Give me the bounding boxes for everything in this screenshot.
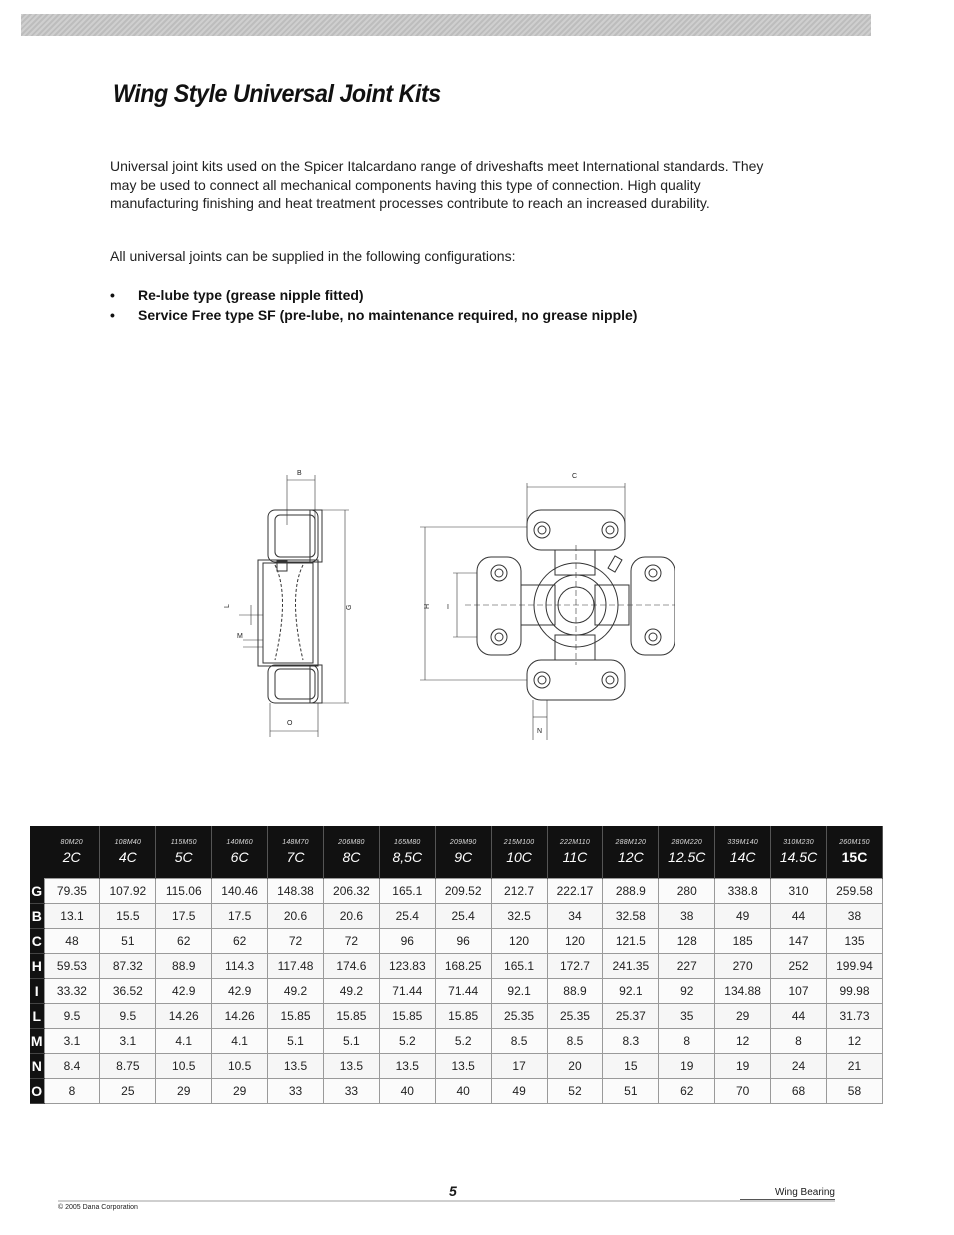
- table-cell: 12: [715, 1029, 771, 1054]
- table-cell: 20.6: [323, 904, 379, 929]
- table-cell: 270: [715, 954, 771, 979]
- table-cell: 310: [771, 879, 827, 904]
- table-cell: 185: [715, 929, 771, 954]
- label-g: G: [346, 604, 353, 610]
- table-row: [30, 1054, 883, 1079]
- table-cell: 5.2: [379, 1029, 435, 1054]
- table-cell: 8.75: [100, 1054, 156, 1079]
- table-cell: 120: [491, 929, 547, 954]
- table-cell: 206.32: [323, 879, 379, 904]
- table-cell: 120: [547, 929, 603, 954]
- table-cell: 29: [715, 1004, 771, 1029]
- table-cell: 20.6: [268, 904, 324, 929]
- table-cell: 62: [156, 929, 212, 954]
- table-cell: 38: [826, 904, 882, 929]
- intro-paragraph: Universal joint kits used on the Spicer Italcardano range of driveshafts meet International standards. They may be used to connect all mechanical components having this type of connection. High quality manufacturing finishing and heat treatment processes contribute to reach an increased durability.: [110, 158, 764, 211]
- table-cell: 123.83: [379, 954, 435, 979]
- table-cell: 25: [100, 1079, 156, 1104]
- table-cell: 13.5: [379, 1054, 435, 1079]
- table-cell: 38: [659, 904, 715, 929]
- table-cell: 15: [603, 1054, 659, 1079]
- column-header: 108M40 4C: [100, 826, 156, 879]
- table-cell: 71.44: [435, 979, 491, 1004]
- table-cell: 8.5: [491, 1029, 547, 1054]
- table-cell: 209.52: [435, 879, 491, 904]
- table-cell: 15.85: [379, 1004, 435, 1029]
- table-cell: 10.5: [156, 1054, 212, 1079]
- table-cell: 107: [771, 979, 827, 1004]
- table-cell: 8: [771, 1029, 827, 1054]
- table-cell: 117.48: [268, 954, 324, 979]
- column-header: 165M80 8,5C: [379, 826, 435, 879]
- row-dimension-label: M: [30, 1029, 44, 1054]
- table-cell: 49.2: [268, 979, 324, 1004]
- table-cell: 3.1: [44, 1029, 100, 1054]
- table-cell: 280: [659, 879, 715, 904]
- table-cell: 29: [156, 1079, 212, 1104]
- table-cell: 24: [771, 1054, 827, 1079]
- dimensions-table: [30, 826, 883, 1104]
- row-dimension-label: G: [30, 879, 44, 904]
- table-cell: 92.1: [603, 979, 659, 1004]
- row-dimension-label: O: [30, 1079, 44, 1104]
- table-cell: 172.7: [547, 954, 603, 979]
- table-cell: 227: [659, 954, 715, 979]
- label-h: H: [424, 603, 431, 609]
- front-view-drawing: [420, 483, 675, 740]
- table-cell: 32.5: [491, 904, 547, 929]
- table-cell: 72: [323, 929, 379, 954]
- table-cell: 14.26: [212, 1004, 268, 1029]
- row-dimension-label: C: [30, 929, 44, 954]
- table-cell: 114.3: [212, 954, 268, 979]
- table-cell: 15.5: [100, 904, 156, 929]
- table-row: [30, 1004, 883, 1029]
- row-dimension-label: I: [30, 979, 44, 1004]
- table-cell: 31.73: [826, 1004, 882, 1029]
- table-header-row: [30, 826, 883, 879]
- table-cell: 14.26: [156, 1004, 212, 1029]
- table-cell: 148.38: [268, 879, 324, 904]
- table-cell: 241.35: [603, 954, 659, 979]
- configuration-item-relube: • Re-lube type (grease nipple fitted): [110, 285, 637, 305]
- column-header: 206M80 8C: [323, 826, 379, 879]
- table-cell: 252: [771, 954, 827, 979]
- table-cell: 25.37: [603, 1004, 659, 1029]
- table-cell: 40: [379, 1079, 435, 1104]
- table-cell: 44: [771, 904, 827, 929]
- copyright: © 2005 Dana Corporation: [58, 1204, 138, 1211]
- table-cell: 13.5: [323, 1054, 379, 1079]
- table-cell: 88.9: [547, 979, 603, 1004]
- table-cell: 222.17: [547, 879, 603, 904]
- table-cell: 40: [435, 1079, 491, 1104]
- column-header: 209M90 9C: [435, 826, 491, 879]
- column-header: 310M230 14.5C: [771, 826, 827, 879]
- column-header: 280M220 12.5C: [659, 826, 715, 879]
- configurations-intro: All universal joints can be supplied in the following configurations:: [110, 248, 516, 264]
- table-row: [30, 879, 883, 904]
- label-c: C: [572, 473, 578, 480]
- table-cell: 49: [715, 904, 771, 929]
- table-cell: 51: [603, 1079, 659, 1104]
- page-number: 5: [449, 1183, 457, 1199]
- label-i: I: [447, 604, 449, 611]
- table-cell: 48: [44, 929, 100, 954]
- row-dimension-label: B: [30, 904, 44, 929]
- table-cell: 121.5: [603, 929, 659, 954]
- column-header: 115M50 5C: [156, 826, 212, 879]
- table-cell: 42.9: [212, 979, 268, 1004]
- label-b: B: [297, 470, 302, 477]
- table-cell: 8.3: [603, 1029, 659, 1054]
- header-bar: [21, 14, 871, 36]
- table-cell: 58: [826, 1079, 882, 1104]
- table-cell: 8: [44, 1079, 100, 1104]
- table-cell: 212.7: [491, 879, 547, 904]
- table-cell: 33: [268, 1079, 324, 1104]
- table-cell: 15.85: [268, 1004, 324, 1029]
- table-cell: 88.9: [156, 954, 212, 979]
- table-row: [30, 929, 883, 954]
- table-cell: 13.1: [44, 904, 100, 929]
- table-cell: 59.53: [44, 954, 100, 979]
- table-row: [30, 1079, 883, 1104]
- table-cell: 35: [659, 1004, 715, 1029]
- table-cell: 165.1: [379, 879, 435, 904]
- label-m: M: [237, 633, 243, 640]
- table-cell: 49.2: [323, 979, 379, 1004]
- table-cell: 4.1: [212, 1029, 268, 1054]
- label-o: O: [287, 720, 293, 727]
- table-cell: 107.92: [100, 879, 156, 904]
- column-header: 260M150 15C: [826, 826, 882, 879]
- table-cell: 25.35: [547, 1004, 603, 1029]
- table-body: [30, 879, 883, 1104]
- table-row: [30, 1029, 883, 1054]
- table-cell: 52: [547, 1079, 603, 1104]
- table-cell: 42.9: [156, 979, 212, 1004]
- table-cell: 165.1: [491, 954, 547, 979]
- table-cell: 115.06: [156, 879, 212, 904]
- table-cell: 71.44: [379, 979, 435, 1004]
- table-cell: 9.5: [44, 1004, 100, 1029]
- table-cell: 8.5: [547, 1029, 603, 1054]
- table-cell: 10.5: [212, 1054, 268, 1079]
- column-header: 222M110 11C: [547, 826, 603, 879]
- table-cell: 168.25: [435, 954, 491, 979]
- label-n: N: [537, 728, 543, 735]
- configuration-list: [110, 285, 637, 325]
- table-cell: 25.4: [435, 904, 491, 929]
- row-dimension-label: H: [30, 954, 44, 979]
- label-l: L: [224, 604, 231, 608]
- table-cell: 13.5: [268, 1054, 324, 1079]
- table-row: [30, 954, 883, 979]
- table-cell: 25.35: [491, 1004, 547, 1029]
- table-cell: 72: [268, 929, 324, 954]
- table-cell: 128: [659, 929, 715, 954]
- table-cell: 12: [826, 1029, 882, 1054]
- column-header: 288M120 12C: [603, 826, 659, 879]
- table-cell: 9.5: [100, 1004, 156, 1029]
- table-cell: 32.58: [603, 904, 659, 929]
- table-cell: 96: [435, 929, 491, 954]
- table-cell: 4.1: [156, 1029, 212, 1054]
- table-cell: 92.1: [491, 979, 547, 1004]
- table-cell: 36.52: [100, 979, 156, 1004]
- table-cell: 17.5: [212, 904, 268, 929]
- table-cell: 5.1: [323, 1029, 379, 1054]
- table-cell: 8.4: [44, 1054, 100, 1079]
- table-cell: 338.8: [715, 879, 771, 904]
- table-row: [30, 979, 883, 1004]
- column-header: 215M100 10C: [491, 826, 547, 879]
- table-cell: 17: [491, 1054, 547, 1079]
- table-cell: 96: [379, 929, 435, 954]
- table-cell: 21: [826, 1054, 882, 1079]
- table-cell: 5.1: [268, 1029, 324, 1054]
- table-cell: 3.1: [100, 1029, 156, 1054]
- table-cell: 134.88: [715, 979, 771, 1004]
- table-cell: 199.94: [826, 954, 882, 979]
- table-cell: 62: [212, 929, 268, 954]
- footer-divider: [58, 1200, 835, 1202]
- table-cell: 62: [659, 1079, 715, 1104]
- table-cell: 99.98: [826, 979, 882, 1004]
- column-header: 339M140 14C: [715, 826, 771, 879]
- table-cell: 20: [547, 1054, 603, 1079]
- table-cell: 33.32: [44, 979, 100, 1004]
- table-cell: 17.5: [156, 904, 212, 929]
- table-cell: 44: [771, 1004, 827, 1029]
- column-header: 148M70 7C: [268, 826, 324, 879]
- table-cell: 49: [491, 1079, 547, 1104]
- page-title: Wing Style Universal Joint Kits: [113, 80, 441, 108]
- table-cell: 15.85: [435, 1004, 491, 1029]
- table-cell: 92: [659, 979, 715, 1004]
- table-corner: [30, 826, 44, 879]
- table-cell: 140.46: [212, 879, 268, 904]
- column-header: 80M20 2C: [44, 826, 100, 879]
- table-cell: 34: [547, 904, 603, 929]
- table-cell: 25.4: [379, 904, 435, 929]
- row-dimension-label: N: [30, 1054, 44, 1079]
- table-row: [30, 904, 883, 929]
- side-view-drawing: [239, 475, 349, 737]
- table-cell: 70: [715, 1079, 771, 1104]
- table-cell: 135: [826, 929, 882, 954]
- table-cell: 288.9: [603, 879, 659, 904]
- table-cell: 33: [323, 1079, 379, 1104]
- universal-joint-drawing: [215, 465, 675, 750]
- table-cell: 259.58: [826, 879, 882, 904]
- table-cell: 15.85: [323, 1004, 379, 1029]
- table-cell: 19: [659, 1054, 715, 1079]
- table-cell: 29: [212, 1079, 268, 1104]
- section-label: Wing Bearing: [740, 1187, 835, 1200]
- table-cell: 8: [659, 1029, 715, 1054]
- table-cell: 68: [771, 1079, 827, 1104]
- table-cell: 13.5: [435, 1054, 491, 1079]
- table-cell: 87.32: [100, 954, 156, 979]
- column-header: 140M60 6C: [212, 826, 268, 879]
- table-cell: 174.6: [323, 954, 379, 979]
- table-cell: 79.35: [44, 879, 100, 904]
- configuration-item-service-free: • Service Free type SF (pre-lube, no maintenance required, no grease nipple): [110, 305, 637, 325]
- table-cell: 51: [100, 929, 156, 954]
- table-cell: 147: [771, 929, 827, 954]
- table-cell: 5.2: [435, 1029, 491, 1054]
- row-dimension-label: L: [30, 1004, 44, 1029]
- table-cell: 19: [715, 1054, 771, 1079]
